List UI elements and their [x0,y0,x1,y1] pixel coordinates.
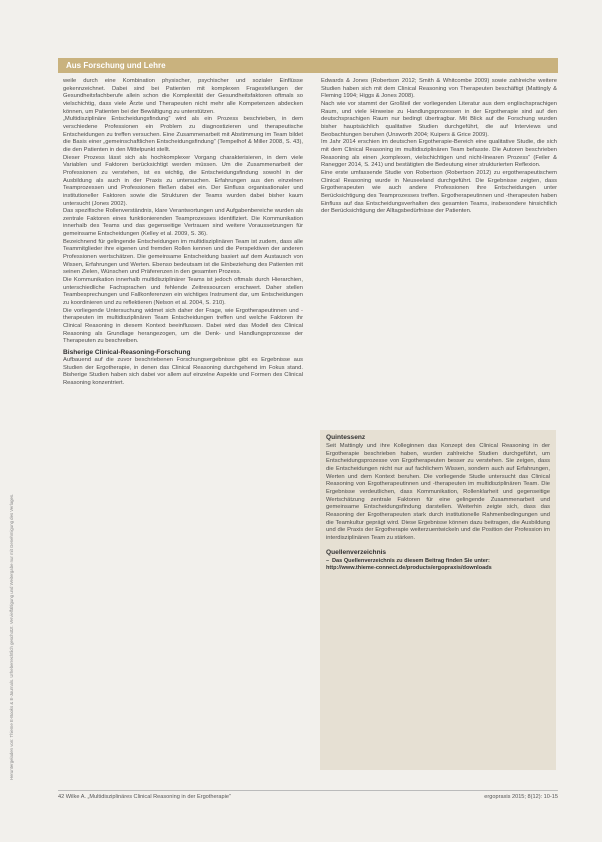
dash-icon: – [326,557,330,564]
section-header-title: Aus Forschung und Lehre [66,61,166,70]
left-paragraph-3: Dieser Prozess lässt sich als hochkomplexer Vorgang charakterisieren, in dem viele Variablen und Faktoren berücksichtigt werden müssen. Um die Zusammenarbeit der Professionen zu verstehen, ist es wichtig, die Entscheidungsfindung sowohl in der Ausbildung als auch in der Praxis zu untersuchen. Erfahrungen aus den einzelnen Teamprozessen und Professionen fließen dabei ein. Der Einfluss organisationaler und institutioneller Faktoren sowie die Strukturen der Teams wurden dabei bisher kaum untersucht (Jones 2002). [63,154,303,207]
quintessenz-text: Seit Mattingly und ihre Kolleginnen das Konzept des Clinical Reasoning in der Ergotherapie beschrieben haben, wurden zahlreiche Studien durchgeführt, um Entscheidungsprozesse von Ergotherapeuten besser zu verstehen. Sie zeigen, dass die Entscheidungen nicht nur auf fachlichem Wissen, sondern auch auf Erfahrungen, Werten und dem Kontext beruhen. Die vorliegende Studie untersucht das Clinical Reasoning von Ergotherapeutinnen und -therapeuten im multidisziplinären Team. Die Ergebnisse verdeutlichen, dass Kommunikation, Rollenklarheit und gegenseitige Wertschätzung zentrale Faktoren für eine gelingende Zusammenarbeit und gemeinsame Entscheidungsfindung darstellen. Weiterhin zeigte sich, dass das Reasoning der Ergotherapeuten stark durch institutionelle Rahmenbedingungen und die Teamkultur geprägt wird. Diese Ergebnisse können dazu beitragen, die Ausbildung und die Praxis der Ergotherapie weiterzuentwickeln und die Position der Profession im interdisziplinären Team zu stärken. [326,443,550,541]
quintessenz-box [320,430,556,770]
left-paragraph-7: Die vorliegende Untersuchung widmet sich daher der Frage, wie Ergotherapeutinnen und -therapeuten im multidisziplinären Team Entscheidungen treffen und welche Faktoren ihr Clinical Reasoning in diesem Kontext beeinflussen. Dabei wird das Modell des Clinical Reasoning als Grundlage herangezogen, um die Denk- und Handlungsprozesse der Therapeuten zu beschreiben. [63,307,303,345]
footer-left: 42 Wilke A. „Multidisziplinäres Clinical Reasoning in der Ergotherapie“ [58,794,231,800]
right-paragraph-1: Edwards & Jones (Robertson 2012; Smith & Whitcombe 2009) sowie zahlreiche weitere Studien haben sich mit dem Clinical Reasoning von Therapeuten beschäftigt (Mattingly & Fleming 1994; Higgs & Jones 2008). [321,78,557,100]
left-paragraph-2: „Multidisziplinäre Entscheidungsfindung“ wird als ein Prozess beschrieben, in dem verschiedene Professionen ein Problem zu diagnostizieren und therapeutische Entscheidungen zu treffen versuchen. Eine Zusammenarbeit mit Abstimmung im Team bildet die Basis einer „gemeinschaftlichen Entscheidungsfindung“ (Tempelhof & Miller 2008, S. 43), die den Patienten in den Mittelpunkt stellt. [63,116,303,153]
left-paragraph-8: Aufbauend auf die zuvor beschriebenen Forschungsergebnisse gibt es Ergebnisse aus Studien der Ergotherapie, in denen das Clinical Reasoning durchgehend im Fokus stand. Bisherige Studien haben sich dabei vor allem auf einzelne Aspekte und Formen des Clinical Reasoning konzentriert. [63,356,303,386]
sources-line-1: Das Quellenverzeichnis zu diesem Beitrag finden Sie unter: [332,557,490,564]
quintessenz-box-content [326,434,550,573]
left-column [63,78,303,783]
sources-title: Quellenverzeichnis [326,548,387,556]
footer-rule [58,790,558,791]
quintessenz-title: Quintessenz [326,434,366,441]
left-paragraph-6: Die Kommunikation innerhalb multidisziplinärer Teams ist jedoch oftmals durch Hierarchien, unterschiedliche Fachsprachen und fehlende Zeitressourcen erschwert. Daher stellen Teambesprechungen und Fallkonferenzen ein wichtiges Instrument dar, um Entscheidungen zu koordinieren und zu reflektieren (Nelson et al. 2004, S. 210). [63,277,303,307]
right-paragraph-3: Im Jahr 2014 erschien im deutschen Ergotherapie-Bereich eine qualitative Studie, die sich mit dem Clinical Reasoning im multidisziplinären Team befasste. Die Autoren beschrieben Reasoning als einen „komplexen, vielschichtigen und nicht-linearen Prozess“ (Feiler & Ranegger 2014, S. 241) und bestätigten die Bedeutung einer strukturierten Reflexion. [321,139,557,169]
left-paragraph-1: weile durch eine Kombination physischer, psychischer und sozialer Einflüsse gekennzeichnet. Dabei sind bei Patienten mit komplexen Fragestellungen der Gesundheitsfachberufe allein schon die Komplexität der Gesundheitsfaktoren oftmals so vielschichtig, dass viele Ärzte und Therapeuten nicht mehr alle Kompetenzen abdecken können, um Patienten bei der Bewältigung zu unterstützen. [63,78,303,115]
section-header-band [58,58,558,73]
right-paragraph-4: Eine erste umfassende Studie von Robertson (Robertson 2012) zu ergotherapeutischem Clinical Reasoning wurde in Neuseeland durchgeführt. Die Ergebnisse zeigten, dass Ergotherapeuten wie auch andere Professionen ihre Entscheidungen unter Berücksichtigung des Teamprozesses treffen. Ergotherapeutinnen und -therapeuten haben Einfluss auf das Entscheidungsverhalten des gesamten Teams, insbesondere hinsichtlich der Berücksichtigung der Alltagsbedürfnisse der Patienten. [321,169,557,215]
sources-link[interactable]: http://www.thieme-connect.de/products/ergopraxis/downloads [326,565,492,572]
right-paragraph-2: Nach wie vor stammt der Großteil der vorliegenden Literatur aus dem englischsprachigen Raum, und viele Hinweise zu Handlungsprozessen in der Ergotherapie sind auf den deutschsprachigen Raum nur bedingt übertragbar. Mit Blick auf die Forschung wurden bisher hauptsächlich qualitative Studien durchgeführt, die auf Interviews und Beobachtungen beruhen (Unsworth 2004; Kuipers & Grice 2009). [321,100,557,138]
left-paragraph-4: Das spezifische Rollenverständnis, klare Verantwortungen und Aufgabenbereiche wurden als zentrale Faktoren eines funktionierenden Teamprozesses identifiziert. Die Kommunikation innerhalb des Teams und das gegenseitige Vertrauen sind weitere Voraussetzungen für gemeinsame Entscheidungen (Kelley et al. 2009, S. 36). [63,208,303,238]
sources-note [326,558,550,566]
sources-block [326,549,550,573]
footer [58,792,558,802]
footer-right: ergopraxis 2015; 8(12): 10-15 [484,794,558,800]
right-column [321,78,557,418]
side-note: Heruntergeladen von: Thieme E-Books & E-Journals. Urheberrechtlich geschützt. Vervielfältigung und Weitergabe nur mit Genehmigung des Verlages. [9,493,14,780]
section-heading: Bisherige Clinical-Reasoning-Forschung [63,348,191,356]
left-paragraph-5: Bezeichnend für gelingende Entscheidungen im multidisziplinären Team ist zudem, dass alle Teammitglieder ihre eigenen und fremden Rollen kennen und die Perspektiven der anderen Professionen wertschätzen. Die gemeinsame Entscheidung basiert auf dem Austausch von Wissen, Erfahrungen und Werten. Ebenso bedeutsam ist die Einbeziehung des Patienten mit seinen Zielen, Wünschen und Präferenzen in den gesamten Prozess. [63,238,303,276]
